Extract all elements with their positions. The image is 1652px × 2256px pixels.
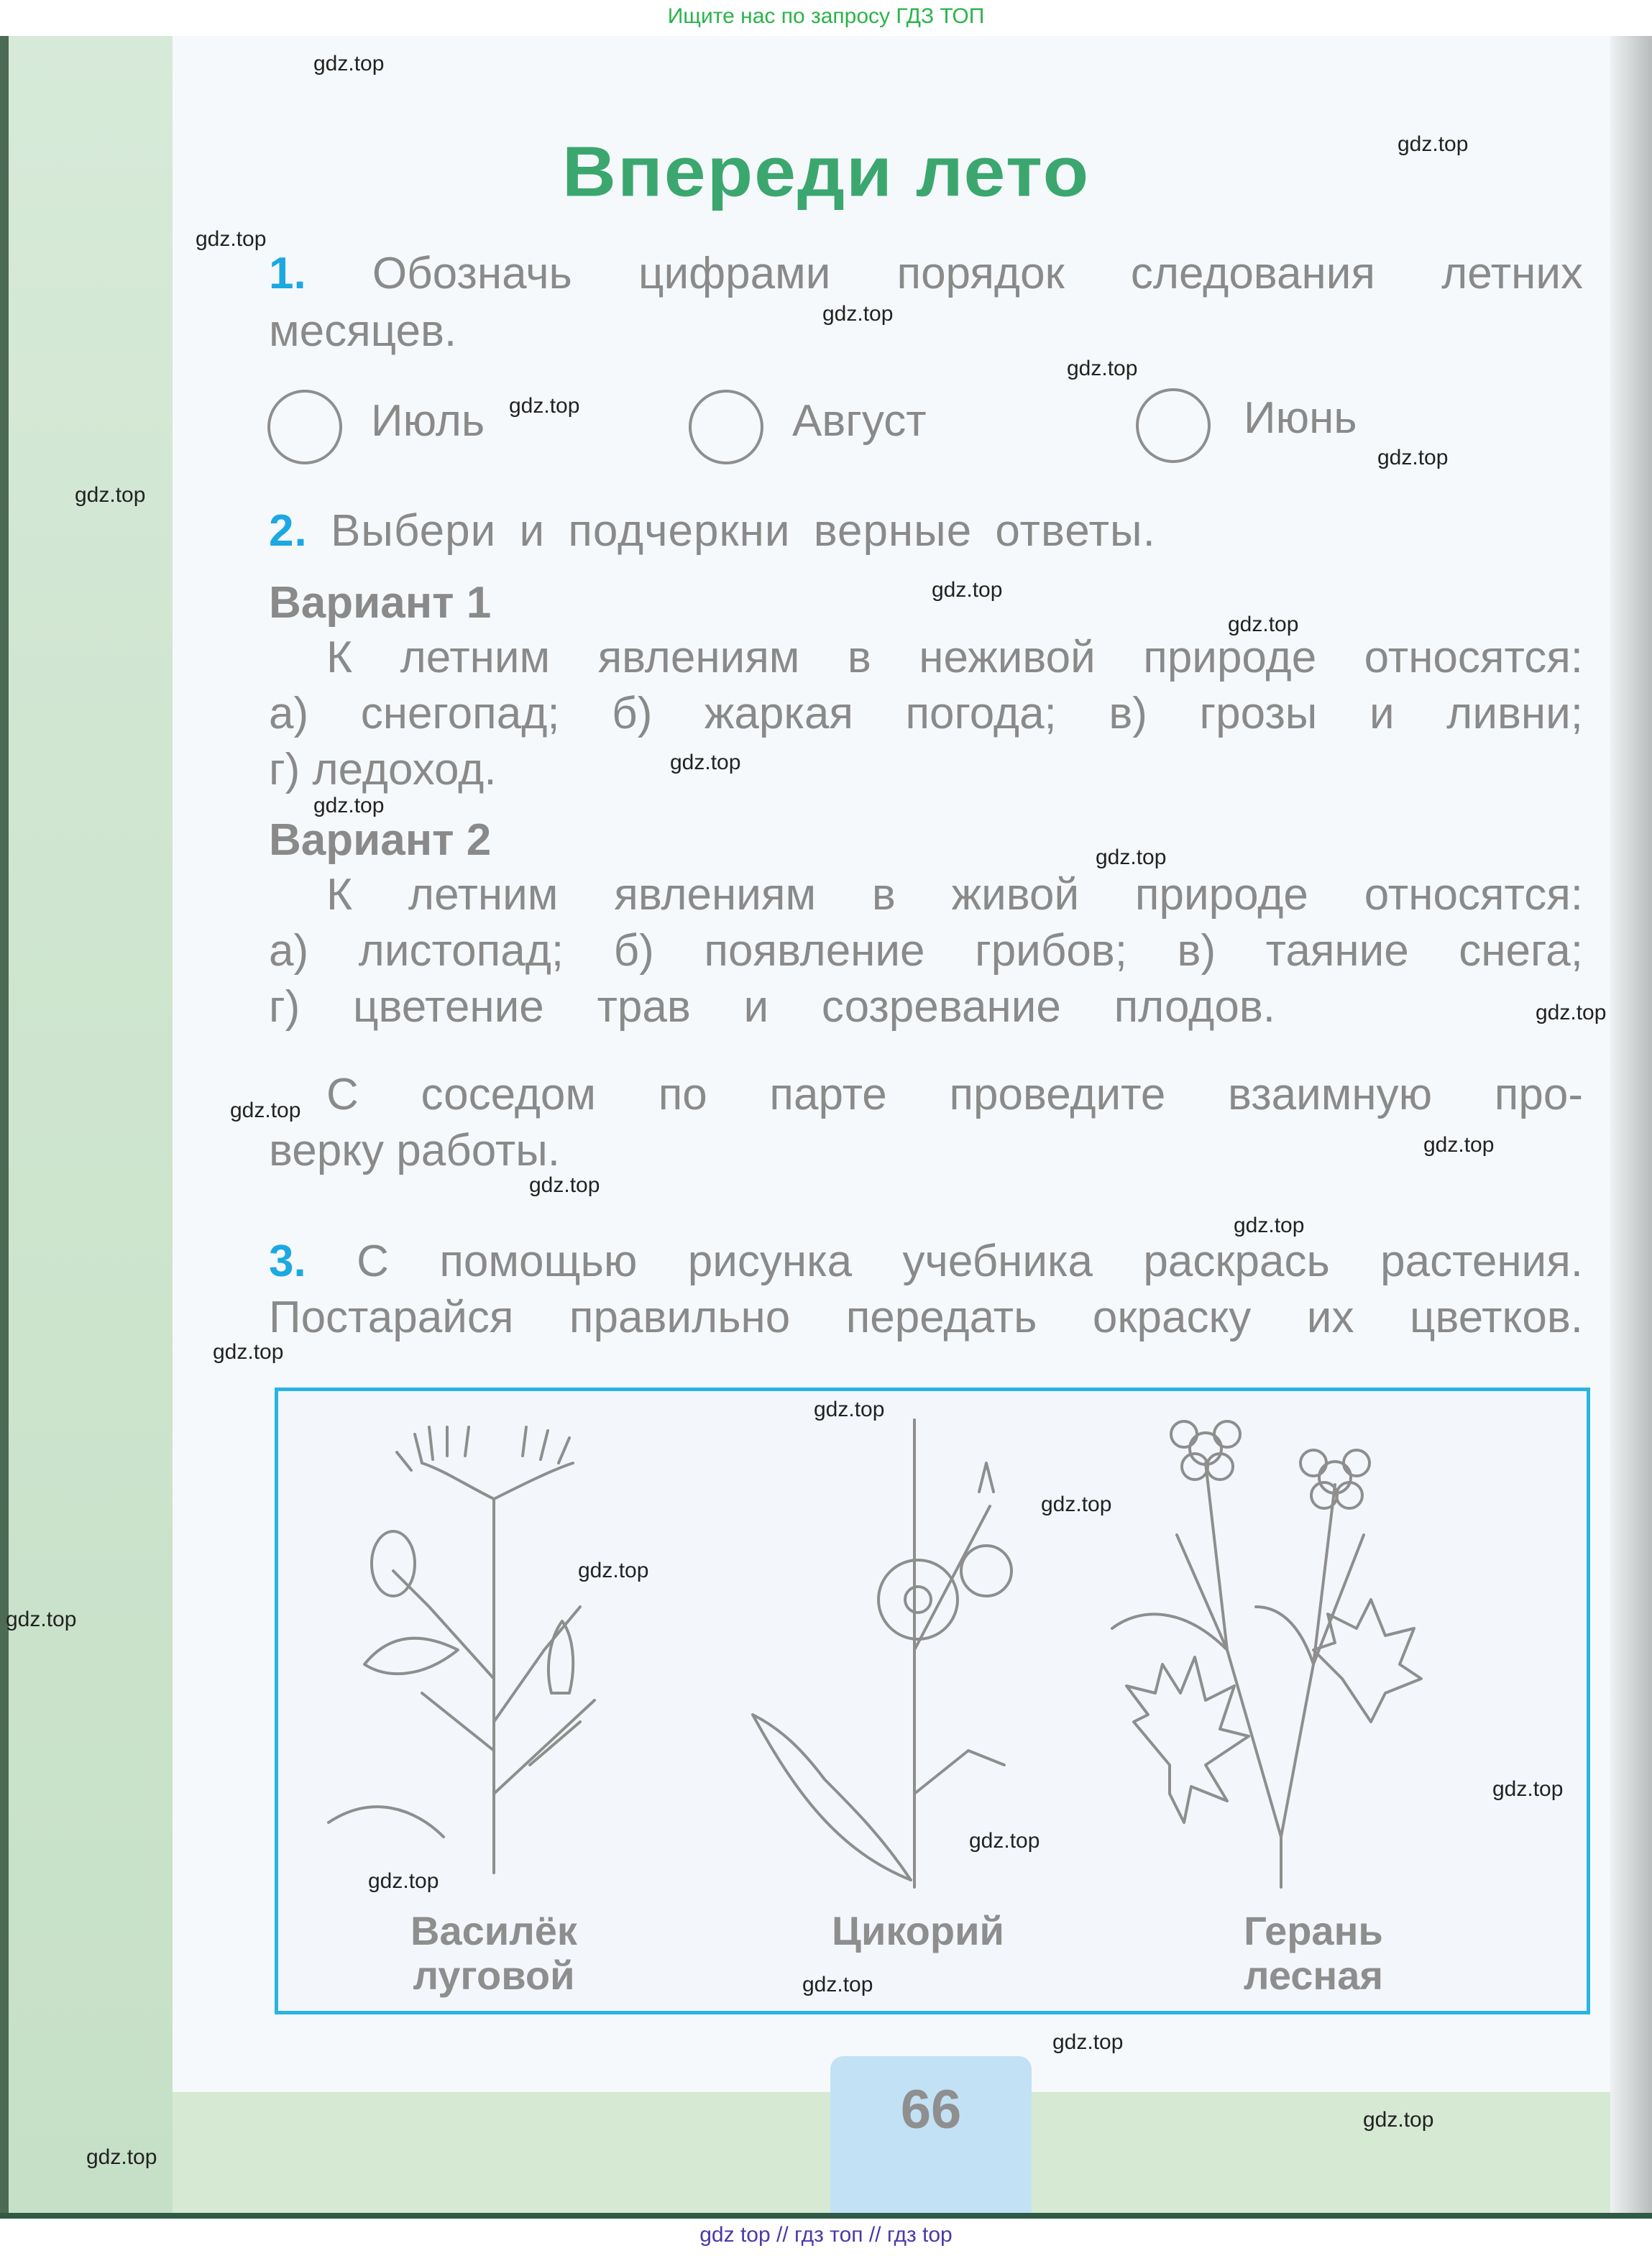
plant-name-line: Цикорий — [832, 1908, 1004, 1953]
watermark: gdz.top — [1052, 2030, 1124, 2054]
peer-check-line: верку работы. — [269, 1126, 561, 1175]
watermark: gdz.top — [1398, 132, 1469, 156]
variant1-line: К летним явлениям в неживой природе относятся: — [326, 633, 1583, 682]
plant-name-geranium — [1206, 1909, 1421, 1998]
month-order-circle-3[interactable] — [1136, 388, 1211, 463]
watermark: gdz.top — [969, 1829, 1040, 1853]
watermark: gdz.top — [1377, 446, 1449, 469]
book-spine — [0, 36, 9, 2214]
task1-line1 — [269, 246, 1583, 302]
page-number: 66 — [900, 2079, 962, 2140]
watermark: gdz.top — [1041, 1492, 1112, 1516]
task1-number: 1. — [269, 249, 306, 298]
watermark: gdz.top — [213, 1340, 284, 1364]
chicory-drawing — [753, 1420, 1011, 1887]
variant2-line[interactable]: а) листопад; б) появление грибов; в) таяние снега; — [269, 926, 1583, 976]
plant-name-line: Герань — [1244, 1908, 1383, 1953]
task3-line1 — [269, 1234, 1583, 1290]
watermark: gdz.top — [230, 1099, 301, 1122]
variant2-label: Вариант 2 — [269, 815, 492, 865]
month-label: Август — [792, 396, 927, 446]
watermark: gdz.top — [1536, 1001, 1607, 1024]
coloring-frame — [275, 1388, 1590, 2014]
page-edge-shadow — [1610, 36, 1652, 2214]
month-order-circle-2[interactable] — [689, 390, 763, 464]
variant1-line[interactable]: а) снегопад; б) жаркая погода; в) грозы и ливни; — [269, 689, 1583, 738]
task1-line2: месяцев. — [269, 306, 457, 356]
task2-text: Выбери и подчеркни верные ответы. — [330, 506, 1156, 556]
variant1-label: Вариант 1 — [269, 578, 492, 628]
task2-prompt — [269, 503, 1583, 559]
variant1-line[interactable]: г) ледоход. — [269, 745, 497, 794]
watermark: gdz.top — [1096, 845, 1167, 869]
task2-number: 2. — [269, 506, 308, 556]
left-decor-strip — [0, 36, 173, 2214]
watermark: gdz.top — [1234, 1214, 1305, 1237]
bottom-edge — [0, 2213, 1652, 2219]
peer-check-line: С соседом по парте проведите взаимную про- — [326, 1070, 1583, 1119]
watermark: gdz.top — [814, 1398, 885, 1421]
watermark: gdz.top — [802, 1973, 873, 1996]
watermark: gdz.top — [1228, 613, 1299, 636]
watermark: gdz.top — [578, 1559, 649, 1582]
plant-name-cornflower — [386, 1909, 602, 1998]
variant2-line: К летним явлениям в живой природе относятся: — [326, 870, 1583, 920]
task3-line2: Постарайся правильно передать окраску их цветков. — [269, 1293, 1583, 1342]
watermark: gdz.top — [932, 578, 1003, 602]
month-order-circle-1[interactable] — [267, 390, 342, 464]
plant-name-line: луговой — [413, 1953, 575, 1998]
watermark: gdz.top — [313, 794, 385, 817]
month-label: Июль — [371, 396, 485, 446]
task3-number: 3. — [269, 1237, 306, 1286]
watermark: gdz.top — [509, 394, 580, 418]
page-number-tab — [830, 2056, 1032, 2214]
task1-text: Обозначь цифрами порядок следования летних — [372, 249, 1584, 298]
watermark: gdz.top — [196, 227, 267, 251]
watermark: gdz.top — [368, 1869, 439, 1893]
plant-name-chicory — [810, 1909, 1026, 1953]
plant-name-line: Василёк — [410, 1908, 577, 1953]
watermark: gdz.top — [1492, 1777, 1564, 1801]
watermark: gdz.top — [75, 483, 146, 507]
cornflower-drawing — [329, 1427, 595, 1873]
watermark: gdz.top — [313, 52, 385, 75]
watermark: gdz.top — [670, 751, 741, 774]
variant2-line[interactable]: г) цветение трав и созревание плодов. — [269, 982, 1275, 1032]
watermark: gdz.top — [1363, 2108, 1434, 2132]
watermark: gdz.top — [1067, 357, 1138, 380]
watermark: gdz.top — [529, 1173, 600, 1197]
task3-text: С помощью рисунка учебника раскрась растения. — [357, 1237, 1583, 1286]
watermark: gdz.top — [86, 2145, 157, 2169]
month-label: Июнь — [1244, 393, 1357, 443]
watermark: gdz.top — [6, 1608, 77, 1631]
watermark: gdz.top — [822, 302, 894, 326]
top-banner[interactable]: Ищите нас по запросу ГДЗ ТОП — [0, 0, 1652, 36]
watermark: gdz.top — [1423, 1133, 1495, 1157]
plant-name-line: лесная — [1243, 1953, 1384, 1998]
geranium-drawing — [1112, 1421, 1421, 1887]
footer-links[interactable]: gdz top // гдз топ // гдз top — [0, 2219, 1652, 2256]
page-title: Впереди лето — [561, 132, 1091, 212]
